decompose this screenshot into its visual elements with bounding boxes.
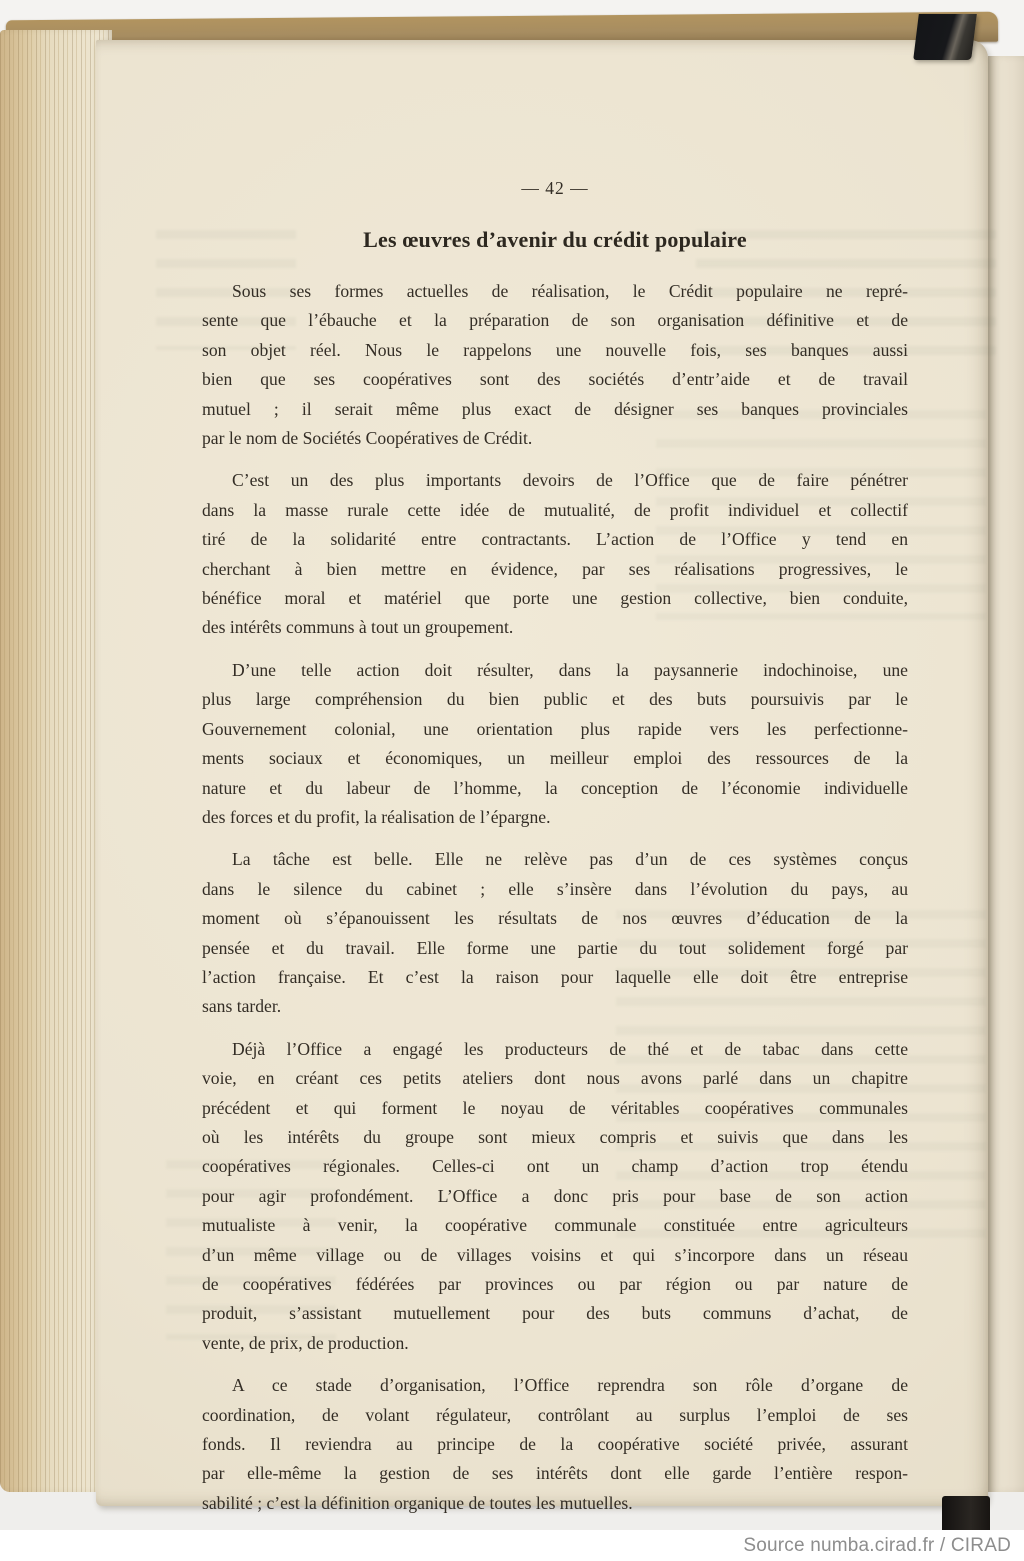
paragraph (202, 1035, 908, 1358)
text-line: voie, en créant ces petits ateliers dont nous avons parlé dans un chapitre (202, 1068, 908, 1089)
text-line: Gouvernement colonial, une orientation plus rapide vers les perfectionne- (202, 718, 908, 739)
text-line: l’action française. Et c’est la raison pour laquelle elle doit être entreprise (202, 966, 908, 987)
text-line: nature et du labeur de l’homme, la conception de l’économie individuelle (202, 777, 908, 798)
text-line: mutualiste à venir, la coopérative communale constituée entre agriculteurs (202, 1215, 908, 1236)
text-line: A ce stade d’organisation, l’Office reprendra son rôle d’organe de (232, 1375, 908, 1396)
text-line: plus large compréhension du bien public et des buts poursuivis par le (202, 689, 908, 710)
text-line: sente que l’ébauche et la préparation de son organisation définitive et de (202, 310, 908, 331)
page-number: — 42 — (521, 178, 589, 198)
text-line: dans la masse rurale cette idée de mutualité, de profit individuel et collectif (202, 499, 908, 520)
text-line: sans tarder. (202, 996, 282, 1017)
text-line: par elle-même la gestion de ses intérêts dont elle garde l’entière respon- (202, 1463, 908, 1484)
source-attribution-bar (0, 1530, 1024, 1561)
book-photo (0, 14, 1024, 1513)
text-line: Sous ses formes actuelles de réalisation, le Crédit populaire ne repré- (232, 281, 908, 301)
text-line: C’est un des plus importants devoirs de l’Office que de faire pénétrer (232, 470, 908, 491)
text-line: d’un même village ou de villages voisins et qui s’incorpore dans un réseau (202, 1244, 908, 1265)
facing-page-sliver (988, 56, 1024, 1492)
text-line: cherchant à bien mettre en évidence, par ses réalisations progressives, le (202, 558, 908, 579)
body-text (202, 277, 908, 1518)
text-line: pensée et du travail. Elle forme une partie du tout solidement forgé par (202, 937, 908, 958)
text-line: son objet réel. Nous le rappelons une nouvelle fois, ses banques aussi (202, 339, 908, 360)
text-line: fonds. Il reviendra au principe de la coopérative société privée, assurant (202, 1434, 908, 1455)
text-line: D’une telle action doit résulter, dans la paysannerie indochinoise, une (232, 659, 908, 680)
text-line: pour agir profondément. L’Office a donc pris pour base de son action (202, 1185, 908, 1206)
text-line: moment où s’épanouissent les résultats de nos œuvres d’éducation de la (202, 908, 908, 929)
text-line: bien que ses coopératives sont des sociétés d’entr’aide et de travail (202, 369, 908, 390)
paragraph (202, 845, 908, 1021)
text-line: La tâche est belle. Elle ne relève pas d’un de ces systèmes conçus (232, 849, 908, 870)
source-attribution-text: Source numba.cirad.fr / CIRAD (743, 1535, 1011, 1556)
bookmark-ribbon-top (913, 14, 977, 60)
text-line: par le nom de Sociétés Coopératives de Crédit. (202, 428, 533, 449)
text-line: coopératives régionales. Celles-ci ont un champ d’action trop étendu (202, 1156, 908, 1177)
paragraph (202, 656, 908, 832)
paragraph (202, 1371, 908, 1518)
page-text-block (202, 178, 908, 1531)
section-title: Les œuvres d’avenir du crédit populaire (363, 227, 747, 252)
text-line: coordination, de volant régulateur, contrôlant au surplus l’emploi de ses (202, 1404, 908, 1425)
text-line: sabilité ; c’est la définition organique de toutes les mutuelles. (202, 1492, 633, 1513)
text-line: vente, de prix, de production. (202, 1332, 409, 1353)
text-line: mutuel ; il serait même plus exact de désigner ses banques provinciales (202, 398, 908, 419)
paragraph (202, 466, 908, 642)
text-line: précédent et qui forment le noyau de véritables coopératives communales (202, 1097, 908, 1118)
text-line: tiré de la solidarité entre contractants. L’action de l’Office y tend en (202, 529, 908, 550)
text-line: produit, s’assistant mutuellement pour des buts communs d’achat, de (202, 1303, 908, 1324)
text-line: bénéfice moral et matériel que porte une gestion collective, bien conduite, (202, 588, 908, 609)
text-line: ments sociaux et économiques, un meilleur emploi des ressources de la (202, 748, 908, 769)
text-line: Déjà l’Office a engagé les producteurs de thé et de tabac dans cette (232, 1038, 908, 1059)
text-line: des forces et du profit, la réalisation de l’épargne. (202, 806, 551, 827)
text-line: des intérêts communs à tout un groupement. (202, 617, 514, 638)
text-line: où les intérêts du groupe sont mieux compris et suivis que dans les (202, 1126, 908, 1147)
text-line: de coopératives fédérées par provinces ou par région ou par nature de (202, 1274, 908, 1294)
paragraph (202, 277, 908, 453)
book-page (96, 40, 988, 1513)
text-line: dans le silence du cabinet ; elle s’insère dans l’évolution du pays, au (202, 878, 908, 899)
